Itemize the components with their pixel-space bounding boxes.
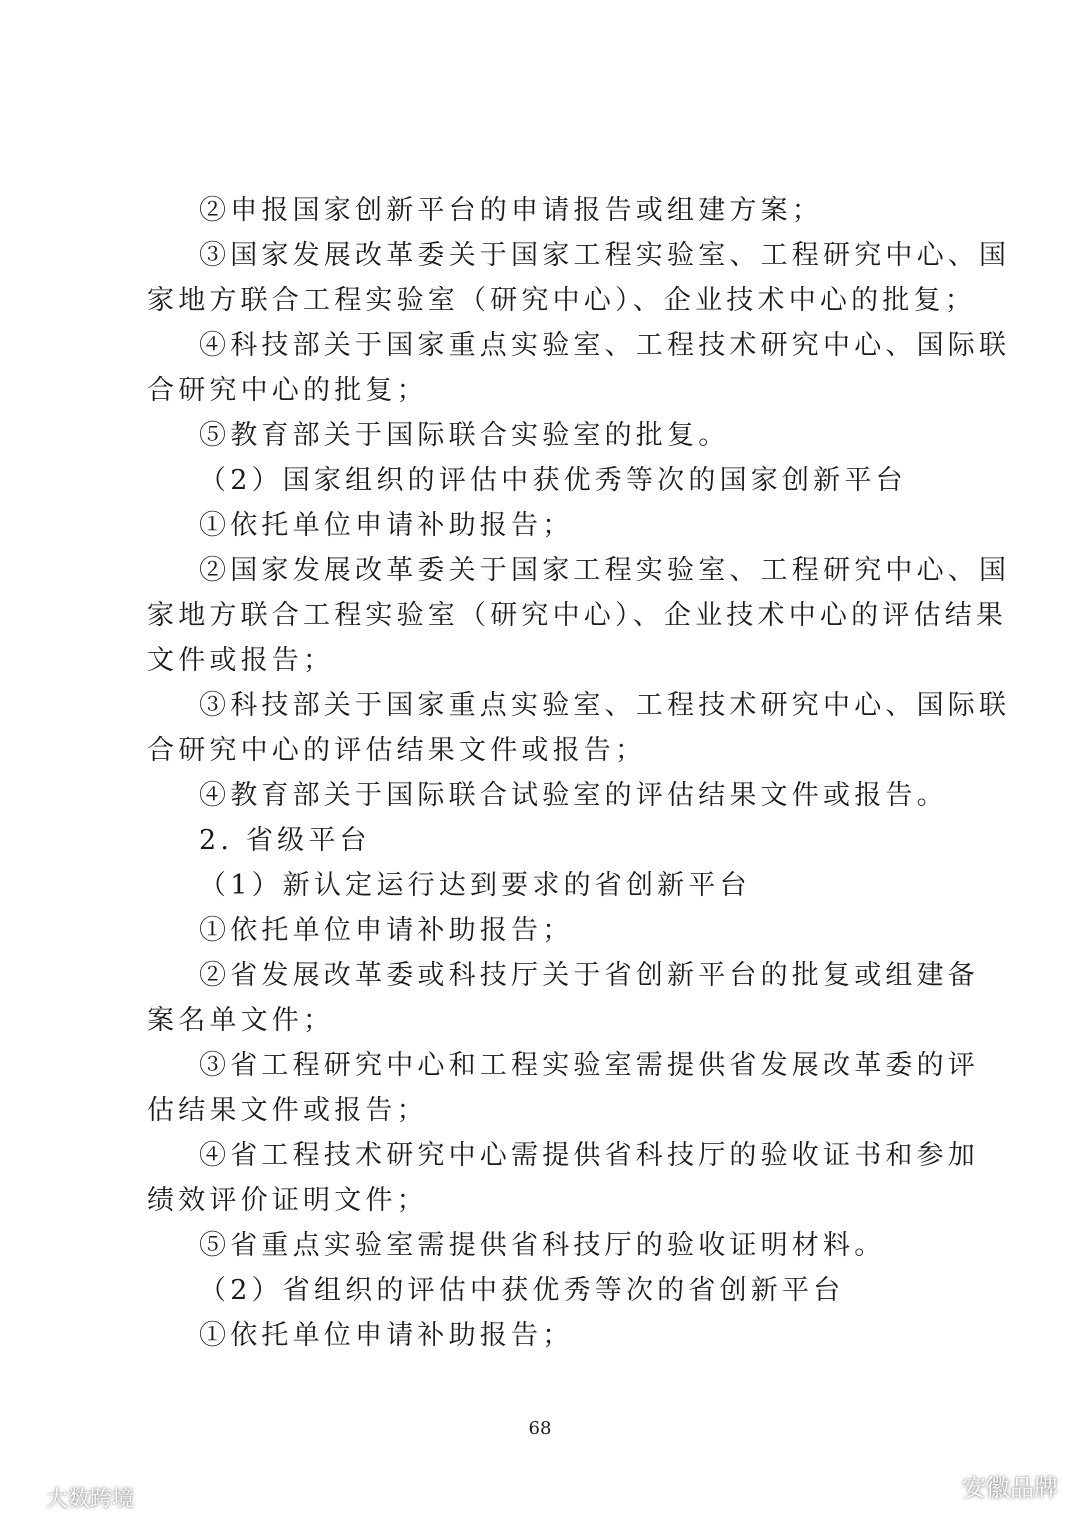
- text-line: 2. 省级平台: [199, 825, 371, 856]
- text-line: 文件或报告；: [147, 645, 335, 676]
- text-line: ③省工程研究中心和工程实验室需提供省发展改革委的评: [199, 1050, 979, 1081]
- text-line: 合研究中心的评估结果文件或报告；: [147, 735, 647, 766]
- text-line: 案名单文件；: [147, 1005, 335, 1036]
- text-line: ①依托单位申请补助报告；: [199, 915, 574, 946]
- watermark-left: [10, 1481, 134, 1513]
- text-line: 家地方联合工程实验室（研究中心）、企业技术中心的评估结果: [147, 600, 1008, 631]
- text-line: 绩效评价证明文件；: [147, 1185, 428, 1216]
- text-line: ③国家发展改革委关于国家工程实验室、工程研究中心、国: [199, 240, 1011, 271]
- text-line: ②申报国家创新平台的申请报告或组建方案；: [199, 195, 823, 226]
- text-line: 合研究中心的批复；: [147, 375, 428, 406]
- text-line: ④省工程技术研究中心需提供省科技厅的验收证书和参加: [199, 1140, 979, 1171]
- text-line: ③科技部关于国家重点实验室、工程技术研究中心、国际联: [199, 690, 1011, 721]
- text-line: ②省发展改革委或科技厅关于省创新平台的批复或组建备: [199, 960, 979, 991]
- wechat-icon: [920, 1467, 954, 1503]
- text-line: ②国家发展改革委关于国家工程实验室、工程研究中心、国: [199, 555, 1011, 586]
- text-line: 估结果文件或报告；: [147, 1095, 428, 1126]
- document-body: [147, 188, 1011, 1358]
- text-line: ①依托单位申请补助报告；: [199, 1320, 574, 1351]
- watermark-left-text: 大数跨境: [46, 1486, 135, 1512]
- text-line: 家地方联合工程实验室（研究中心）、企业技术中心的批复；: [147, 285, 976, 316]
- weibo-icon: [10, 1481, 40, 1513]
- text-line: ④教育部关于国际联合试验室的评估结果文件或报告。: [199, 780, 948, 811]
- text-line: （2）省组织的评估中获优秀等次的省创新平台: [199, 1275, 845, 1306]
- watermark-right-text: 安徽品牌: [962, 1473, 1058, 1502]
- text-line: （1）新认定运行达到要求的省创新平台: [199, 870, 751, 901]
- text-line: ①依托单位申请补助报告；: [199, 510, 574, 541]
- text-line: ⑤教育部关于国际联合实验室的批复。: [199, 420, 730, 451]
- page-number: 68: [528, 1418, 552, 1439]
- text-line: ⑤省重点实验室需提供省科技厅的验收证明材料。: [199, 1230, 886, 1261]
- text-line: （2）国家组织的评估中获优秀等次的国家创新平台: [199, 465, 907, 496]
- watermark-right: [920, 1467, 1058, 1503]
- text-line: ④科技部关于国家重点实验室、工程技术研究中心、国际联: [199, 330, 1011, 361]
